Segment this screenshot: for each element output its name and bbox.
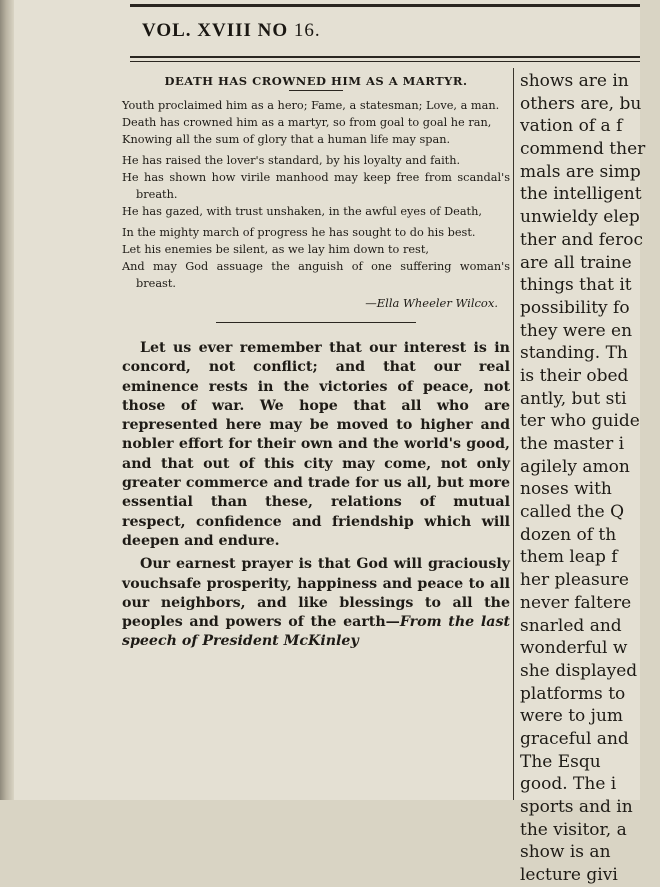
right-column-line: The Esqu: [520, 751, 601, 772]
header-rule-thin: [130, 61, 640, 62]
right-column-line: noses with: [520, 479, 612, 500]
poem-line: And may God assuage the anguish of one suffering woman's breast.: [122, 260, 510, 290]
right-column-line: sports and in: [520, 797, 633, 817]
poem-line: Death has crowned him as a martyr, so from goal to goal he ran,: [122, 116, 492, 129]
right-column-line: show is an: [520, 842, 611, 863]
right-column-line: good. The i: [520, 774, 617, 795]
right-column-line: is their obed: [520, 365, 629, 386]
right-column-line: snarled and: [520, 615, 622, 636]
poem-line: He has raised the lover's standard, by his loyalty and faith.: [122, 154, 461, 167]
poem-line: Let his enemies be silent, as we lay him down to rest,: [122, 243, 429, 256]
right-column-line: unwieldy elep: [520, 207, 640, 228]
right-column-line: ther and feroc: [520, 229, 643, 250]
right-column-line: antly, but sti: [520, 388, 627, 409]
right-column-line: she displayed: [520, 660, 638, 681]
right-column-line: mals are simp: [520, 161, 641, 182]
header-rule: [130, 56, 640, 58]
volume-label: VOL. XVIII NO: [142, 20, 289, 41]
poem-stanza: [122, 152, 510, 220]
right-column-line: vation of a f: [520, 116, 623, 137]
right-column-line: them leap f: [520, 547, 618, 568]
right-column-line: graceful and: [520, 728, 629, 749]
article-body: [122, 339, 510, 652]
right-column-line: ter who guide: [520, 411, 640, 432]
right-column-line: dozen of th: [520, 524, 617, 545]
right-column-line: they were en: [520, 320, 633, 341]
newspaper-page: [14, 0, 646, 886]
article-paragraph: [122, 555, 510, 651]
poem-stanza: [122, 97, 510, 148]
volume-header: [142, 20, 321, 42]
volume-number: 16.: [293, 20, 321, 41]
right-column-line: lecture givi: [520, 865, 618, 886]
poem-line: He has gazed, with trust unshaken, in the awful eyes of Death,: [122, 205, 482, 218]
article-source: From the last speech of President McKinley: [122, 614, 511, 650]
poem-title: DEATH HAS CROWNED HIM AS A MARTYR.: [164, 74, 468, 88]
right-column-line: standing. Th: [520, 343, 628, 364]
poem-line: He has shown how virile manhood may keep free from scandal's breath.: [122, 171, 510, 201]
article-paragraph-text: Our earnest prayer is that God will graciously vouchsafe prosperity, happiness and peace to all our neighbors, and like blessings to all the peoples and powers of the earth—: [122, 556, 510, 631]
right-column-line: shows are in: [520, 71, 629, 91]
right-column-line: wonderful w: [520, 638, 628, 659]
right-column-line: possibility fo: [520, 297, 630, 318]
right-column-line: the master i: [520, 434, 625, 454]
right-column-line: her pleasure: [520, 570, 629, 591]
right-column-line: are all traine: [520, 252, 632, 273]
right-column-line: called the Q: [520, 502, 625, 523]
top-rule: [130, 4, 640, 7]
right-column-line: never faltere: [520, 592, 632, 613]
column-divider: [513, 68, 514, 800]
poem-line: In the mighty march of progress he has sought to do his best.: [122, 226, 476, 239]
right-column-line: things that it: [520, 275, 632, 296]
poem-author: —Ella Wheeler Wilcox.: [365, 296, 498, 310]
poem-stanza: [122, 224, 510, 292]
scan-shadow-edge: [0, 0, 14, 800]
left-column: [122, 68, 510, 800]
section-divider: [216, 322, 416, 323]
right-column-line: the intelligent: [520, 184, 642, 205]
poem-line: Knowing all the sum of glory that a human life may span.: [122, 133, 451, 146]
title-underline: [289, 90, 343, 91]
right-column-line: were to jum: [520, 706, 624, 727]
right-column-line: platforms to: [520, 683, 626, 704]
right-column-line: the visitor, a: [520, 819, 627, 840]
poem-line: Youth proclaimed him as a hero; Fame, a statesman; Love, a man.: [122, 99, 500, 112]
right-column-line: agilely amon: [520, 456, 630, 477]
right-column-line: commend ther: [520, 139, 646, 160]
article-paragraph: Let us ever remember that our interest is in concord, not conflict; and that our real eminence rests in the victories of peace, not those of war. We hope that all who are represented here may be moved to higher and nobler effort for their own and the world's good, and that out of this city may come, not only greater commerce and trade for us all, but more essential than these, relations of mutual respect, confidence and friendship which will deepen and endure.: [122, 340, 510, 549]
right-column: [520, 70, 660, 886]
right-column-line: others are, bu: [520, 93, 642, 114]
